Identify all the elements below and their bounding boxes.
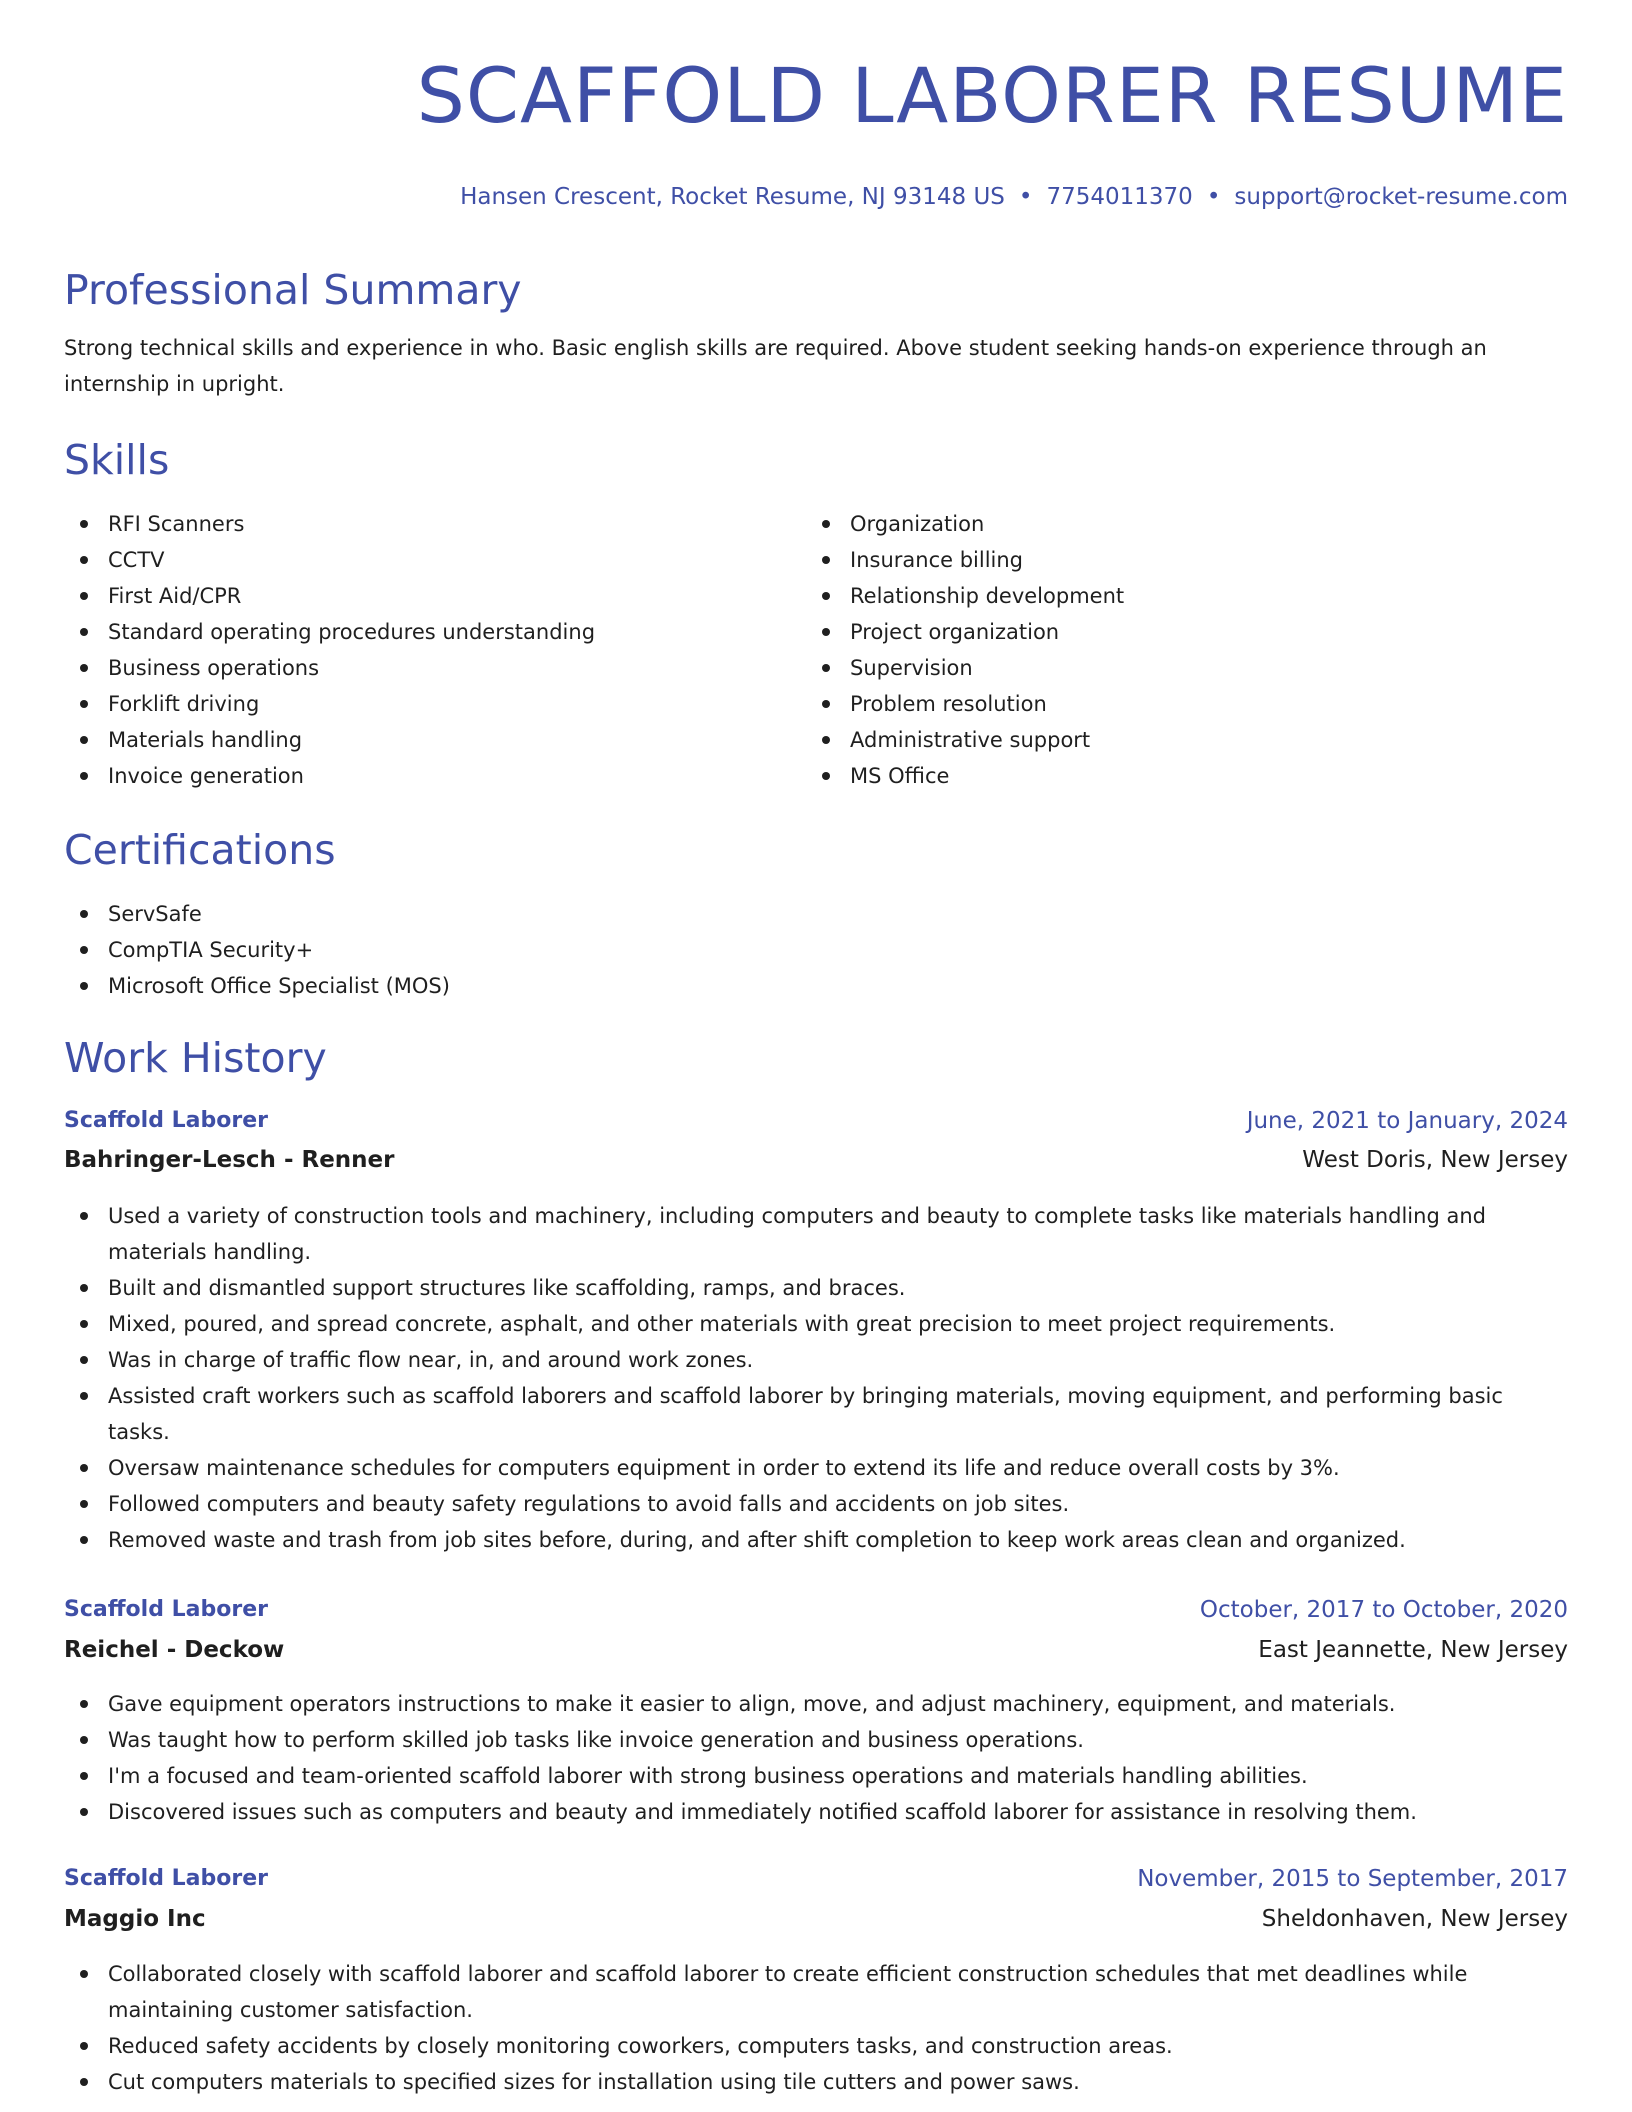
job-bullets: [64, 1686, 1568, 1830]
list-item: Problem resolution: [806, 686, 1546, 722]
contact-separator: •: [1206, 184, 1221, 210]
certifications-list: [64, 896, 1568, 1004]
list-item: Mixed, poured, and spread concrete, asphalt, and other materials with great precision to meet project requirements.: [64, 1306, 1568, 1342]
list-item: I'm a focused and team-oriented scaffold laborer with strong business operations and materials handling abilities.: [64, 1758, 1568, 1794]
contact-line: [460, 184, 1568, 210]
list-item: Collaborated closely with scaffold laborer and scaffold laborer to create efficient construction schedules that met deadlines while maintaining customer satisfaction.: [64, 1956, 1568, 2028]
job-location: Sheldonhaven, New Jersey: [1261, 1906, 1568, 1932]
contact-phone: 7754011370: [1046, 184, 1193, 210]
list-item: Invoice generation: [64, 758, 804, 794]
list-item: Removed waste and trash from job sites before, during, and after shift completion to keep work areas clean and organized.: [64, 1522, 1568, 1558]
list-item: Materials handling: [64, 722, 804, 758]
job-title: Scaffold Laborer: [64, 1108, 268, 1133]
list-item: Assisted craft workers such as scaffold laborers and scaffold laborer by bringing materials, moving equipment, and performing basic tasks.: [64, 1378, 1568, 1450]
list-item: CCTV: [64, 542, 804, 578]
skills-heading: Skills: [64, 436, 170, 484]
list-item: Forklift driving: [64, 686, 804, 722]
list-item: Insurance billing: [806, 542, 1546, 578]
list-item: RFI Scanners: [64, 506, 804, 542]
job-dates: June, 2021 to January, 2024: [1246, 1108, 1568, 1134]
list-item: Project organization: [806, 614, 1546, 650]
list-item: Administrative support: [806, 722, 1546, 758]
list-item: Built and dismantled support structures like scaffolding, ramps, and braces.: [64, 1270, 1568, 1306]
job-dates: October, 2017 to October, 2020: [1199, 1597, 1568, 1623]
resume-title: SCAFFOLD LABORER RESUME: [416, 51, 1568, 140]
list-item: Cut computers materials to specified sizes for installation using tile cutters and power saws.: [64, 2064, 1568, 2100]
list-item: Organization: [806, 506, 1546, 542]
list-item: First Aid/CPR: [64, 578, 804, 614]
job-dates: November, 2015 to September, 2017: [1137, 1866, 1568, 1892]
job-company: Reichel - Deckow: [64, 1637, 285, 1663]
job-title: Scaffold Laborer: [64, 1866, 268, 1891]
summary-text: Strong technical skills and experience in who. Basic english skills are required. Above student seeking hands-on experience through an internship in upright.: [64, 336, 1487, 396]
list-item: Microsoft Office Specialist (MOS): [64, 968, 1568, 1004]
job-location: West Doris, New Jersey: [1302, 1147, 1568, 1173]
job-location: East Jeannette, New Jersey: [1258, 1637, 1568, 1663]
job-company: Bahringer-Lesch - Renner: [64, 1147, 395, 1173]
contact-address: Hansen Crescent, Rocket Resume, NJ 93148 US: [460, 184, 1005, 210]
skills-list-right: [806, 506, 1546, 794]
job-company: Maggio Inc: [64, 1906, 206, 1932]
list-item: Used a variety of construction tools and machinery, including computers and beauty to complete tasks like materials handling and materials handling.: [64, 1198, 1568, 1270]
list-item: Standard operating procedures understanding: [64, 614, 804, 650]
list-item: Business operations: [64, 650, 804, 686]
list-item: Was taught how to perform skilled job tasks like invoice generation and business operations.: [64, 1722, 1568, 1758]
list-item: CompTIA Security+: [64, 932, 1568, 968]
summary-heading: Professional Summary: [64, 266, 522, 314]
contact-email: support@rocket-resume.com: [1234, 184, 1568, 210]
list-item: Discovered issues such as computers and beauty and immediately notified scaffold laborer for assistance in resolving them.: [64, 1794, 1568, 1830]
list-item: Was in charge of traffic flow near, in, and around work zones.: [64, 1342, 1568, 1378]
list-item: Supervision: [806, 650, 1546, 686]
contact-separator: •: [1018, 184, 1033, 210]
job-bullets: [64, 1198, 1568, 1558]
list-item: Oversaw maintenance schedules for computers equipment in order to extend its life and reduce overall costs by 3%.: [64, 1450, 1568, 1486]
list-item: Gave equipment operators instructions to make it easier to align, move, and adjust machinery, equipment, and materials.: [64, 1686, 1568, 1722]
list-item: Relationship development: [806, 578, 1546, 614]
job-title: Scaffold Laborer: [64, 1597, 268, 1622]
list-item: ServSafe: [64, 896, 1568, 932]
list-item: Followed computers and beauty safety regulations to avoid falls and accidents on job sites.: [64, 1486, 1568, 1522]
list-item: Reduced safety accidents by closely monitoring coworkers, computers tasks, and construction areas.: [64, 2028, 1568, 2064]
job-bullets: [64, 1956, 1568, 2100]
skills-list-left: [64, 506, 804, 794]
certifications-heading: Certifications: [64, 826, 336, 874]
list-item: MS Office: [806, 758, 1546, 794]
work-history-heading: Work History: [64, 1034, 327, 1082]
